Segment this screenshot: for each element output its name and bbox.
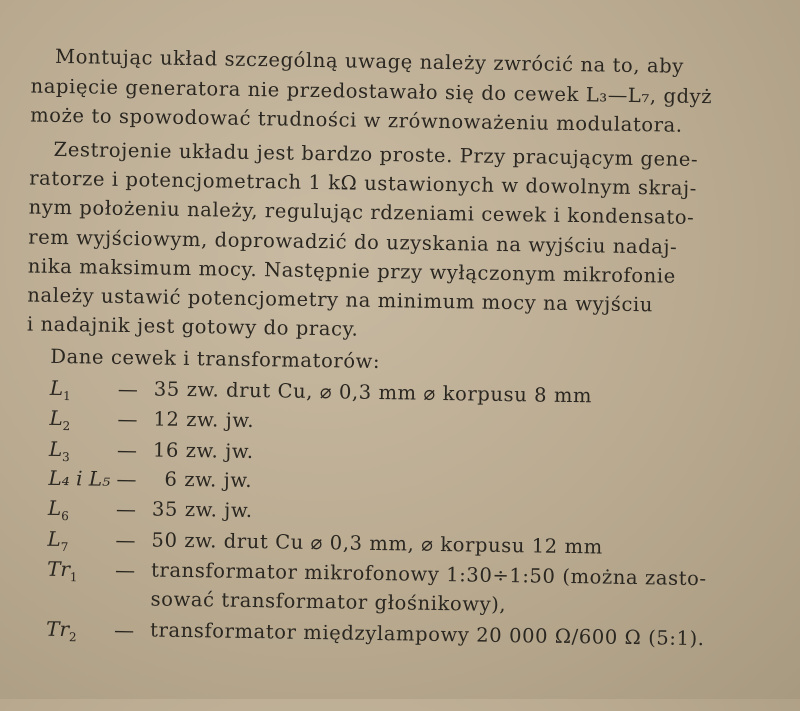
symbol-l1: $L_1$	[49, 375, 71, 404]
dash: —	[114, 557, 136, 583]
item-desc-l1: 35 zw. drut Cu, ⌀ 0,3 mm ⌀ korpusu 8 mm	[153, 377, 593, 408]
item-desc-l6: 35 zw. jw.	[151, 497, 253, 523]
list-heading: Dane cewek i transformatorów:	[50, 344, 381, 374]
paragraph-1-line-2: napięcie generatora nie przedostawało się do cewek L₃—L₇, gdyż	[30, 74, 713, 109]
dash: —	[115, 527, 136, 553]
dash: —	[117, 376, 139, 402]
paragraph-2-line-5: nika maksimum mocy. Następnie przy wyłączonym mikrofonie	[27, 254, 676, 288]
item-desc-tr1: transformator mikrofonowy 1:30÷1:50 (można zasto-	[150, 558, 707, 591]
paragraph-1-line-3: może to spowodować trudności w zrównoważeniu modulatora.	[30, 103, 683, 137]
paragraph-1-line-1: Montując układ szczególną uwagę należy zwrócić na to, aby	[54, 44, 685, 78]
dash: —	[113, 617, 135, 643]
item-desc-tr1-continuation: sować transformator głośnikowy),	[150, 587, 507, 617]
item-desc-l2: 12 zw. jw.	[153, 407, 255, 433]
symbol-l2: $L_2$	[49, 405, 71, 434]
item-desc-l3: 16 zw. jw.	[152, 438, 254, 464]
paragraph-2-line-3: nym położeniu należy, regulując rdzeniami cewek i kondensato-	[28, 195, 695, 229]
symbol-l3: $L_3$	[48, 436, 70, 465]
symbol-l6: $L_6$	[47, 495, 69, 524]
paragraph-2-line-4: rem wyjściowym, doprowadzić do uzyskania na wyjściu nadaj-	[28, 225, 678, 259]
item-desc-tr2: transformator międzylampowy 20 000 Ω/600 Ω (5:1).	[149, 618, 705, 651]
dash: —	[116, 437, 138, 463]
symbol-tr1: $Tr_1$	[46, 556, 78, 585]
paragraph-2-line-6: należy ustawić potencjometry na minimum mocy na wyjściu	[27, 283, 654, 317]
symbol-l4-l5: L₄ i L₅	[48, 465, 111, 491]
paragraph-2-line-7: i nadajnik jest gotowy do pracy.	[26, 312, 359, 341]
dash: —	[116, 466, 137, 492]
paragraph-2-line-1: Zestrojenie układu jest bardzo proste. Przy pracującym gene-	[53, 137, 699, 171]
item-desc-l4-l5: 6 zw. jw.	[164, 467, 253, 493]
symbol-tr2: $Tr_2$	[45, 616, 77, 645]
item-desc-l7: 50 zw. drut Cu ⌀ 0,3 mm, ⌀ korpusu 12 mm	[151, 528, 603, 559]
paragraph-2-line-2: ratorze i potencjometrach 1 kΩ ustawionych w dowolnym skraj-	[29, 166, 698, 200]
dash: —	[115, 496, 137, 522]
dash: —	[117, 406, 138, 432]
symbol-l7: $L_7$	[47, 526, 69, 555]
